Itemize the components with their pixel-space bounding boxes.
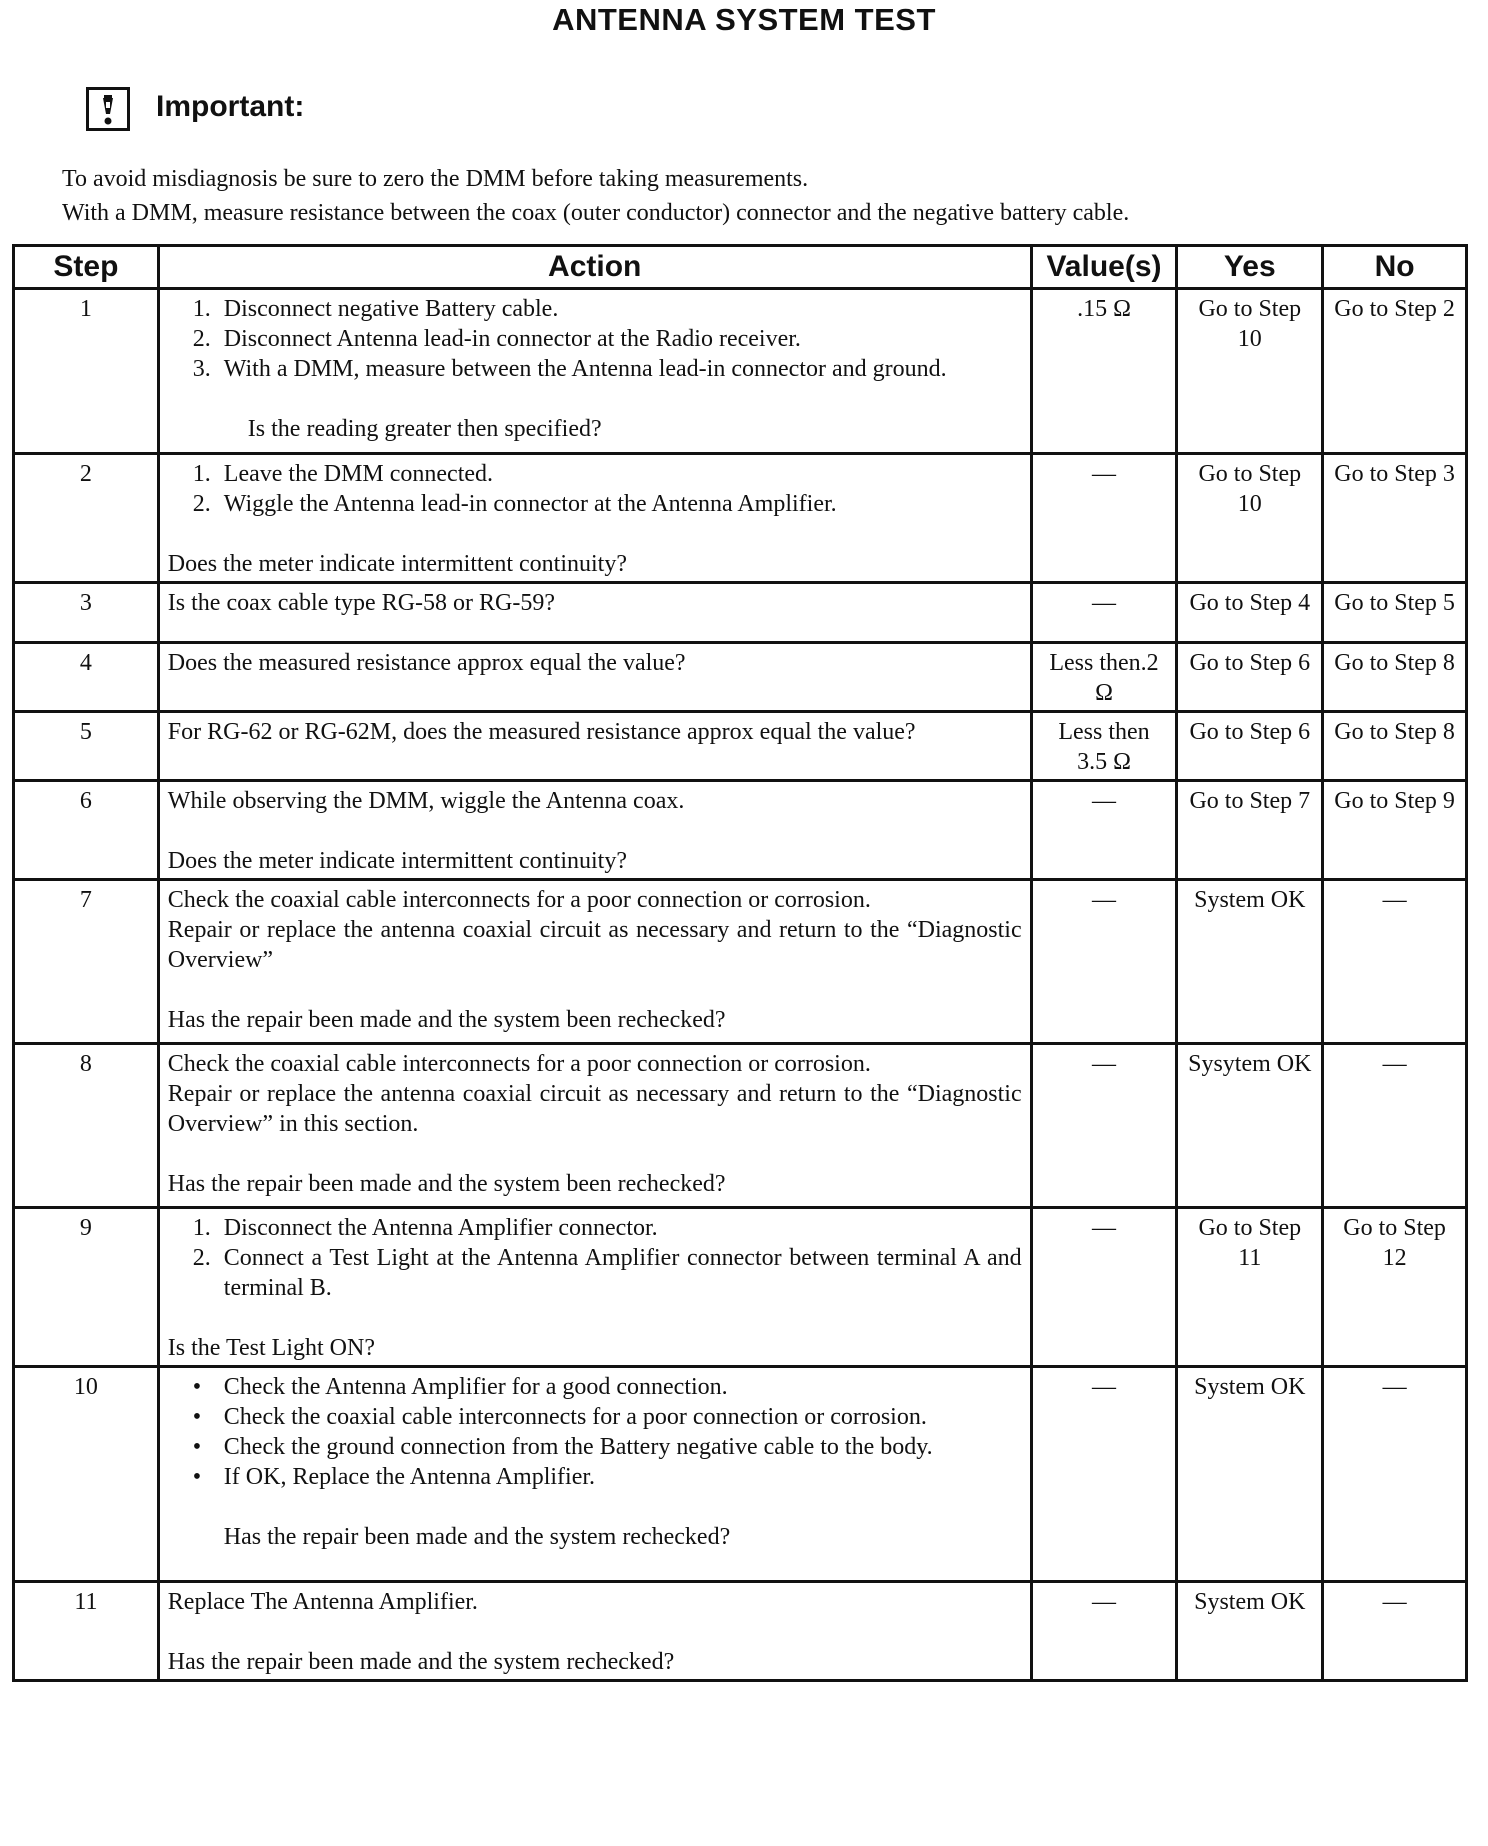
spacer bbox=[168, 1617, 1022, 1647]
step-number: 6 bbox=[14, 781, 159, 880]
action-list bbox=[193, 1213, 1022, 1303]
table-row bbox=[14, 1367, 1467, 1582]
no-result: — bbox=[1323, 1582, 1467, 1681]
list-item-text: Wiggle the Antenna lead-in connector at the Antenna Amplifier. bbox=[223, 491, 837, 517]
yes-result: Go to Step 6 bbox=[1177, 643, 1323, 712]
action-cell bbox=[158, 880, 1031, 1044]
header-values: Value(s) bbox=[1031, 246, 1177, 289]
step-number: 4 bbox=[14, 643, 159, 712]
table-row bbox=[14, 643, 1467, 712]
spacer bbox=[168, 384, 1022, 414]
action-cell bbox=[158, 1208, 1031, 1367]
list-marker: • bbox=[192, 1464, 202, 1490]
step-number: 10 bbox=[14, 1367, 159, 1582]
no-result: Go to Step 8 bbox=[1323, 712, 1467, 781]
list-item-text: With a DMM, measure between the Antenna lead-in connector and ground. bbox=[223, 356, 947, 382]
spacer bbox=[168, 816, 1022, 846]
action-question: Has the repair been made and the system rechecked? bbox=[167, 1649, 675, 1675]
table-row bbox=[14, 583, 1467, 643]
table-row bbox=[14, 1044, 1467, 1208]
yes-result: System OK bbox=[1177, 1367, 1323, 1582]
table-row bbox=[14, 454, 1467, 583]
table-row bbox=[14, 781, 1467, 880]
action-text: For RG-62 or RG-62M, does the measured resistance approx equal the value? bbox=[167, 719, 916, 745]
action-text: Replace The Antenna Amplifier. bbox=[167, 1589, 478, 1615]
action-text: While observing the DMM, wiggle the Antenna coax. bbox=[167, 788, 685, 814]
action-text: Repair or replace the antenna coaxial circuit as necessary and return to the “Diagnostic Overview” bbox=[167, 917, 1022, 973]
value-cell: Less then.2 Ω bbox=[1031, 643, 1177, 712]
action-list-item bbox=[193, 459, 1022, 489]
value-cell: — bbox=[1031, 1582, 1177, 1681]
intro-line: To avoid misdiagnosis be sure to zero the DMM before taking measurements. bbox=[62, 166, 809, 192]
list-marker: 1. bbox=[192, 461, 211, 487]
step-number: 1 bbox=[14, 289, 159, 454]
no-result: Go to Step 2 bbox=[1323, 289, 1467, 454]
yes-result: System OK bbox=[1177, 1582, 1323, 1681]
list-item-text: Disconnect Antenna lead-in connector at the Radio receiver. bbox=[223, 326, 801, 352]
action-list-item bbox=[193, 489, 1022, 519]
yes-result: Go to Step 4 bbox=[1177, 583, 1323, 643]
action-text: Check the coaxial cable interconnects for a poor connection or corrosion. bbox=[167, 887, 871, 913]
action-list-item bbox=[193, 1213, 1022, 1243]
action-question: Is the reading greater then specified? bbox=[247, 416, 602, 442]
yes-result: Go to Step 10 bbox=[1177, 454, 1323, 583]
table-row bbox=[14, 1208, 1467, 1367]
spacer bbox=[168, 1139, 1022, 1169]
procedure-table bbox=[12, 244, 1468, 1682]
action-list-item bbox=[193, 1372, 1022, 1402]
step-number: 11 bbox=[14, 1582, 159, 1681]
step-number: 2 bbox=[14, 454, 159, 583]
action-question: Has the repair been made and the system been rechecked? bbox=[167, 1171, 726, 1197]
yes-result: Go to Step 7 bbox=[1177, 781, 1323, 880]
value-cell: — bbox=[1031, 880, 1177, 1044]
value-cell: .15 Ω bbox=[1031, 289, 1177, 454]
yes-result: Go to Step 11 bbox=[1177, 1208, 1323, 1367]
action-list bbox=[193, 1372, 1022, 1492]
step-number: 3 bbox=[14, 583, 159, 643]
list-marker: 1. bbox=[192, 296, 211, 322]
yes-result: Go to Step 6 bbox=[1177, 712, 1323, 781]
list-item-text: Check the Antenna Amplifier for a good connection. bbox=[223, 1374, 728, 1400]
list-marker: • bbox=[192, 1404, 202, 1430]
value-cell: — bbox=[1031, 454, 1177, 583]
list-item-text: Connect a Test Light at the Antenna Amplifier connector between terminal A and terminal B. bbox=[223, 1245, 1022, 1301]
action-cell bbox=[158, 289, 1031, 454]
action-list-item bbox=[193, 1243, 1022, 1303]
action-cell bbox=[158, 583, 1031, 643]
header-step: Step bbox=[14, 246, 159, 289]
yes-result: Go to Step 10 bbox=[1177, 289, 1323, 454]
action-cell bbox=[158, 1044, 1031, 1208]
action-cell bbox=[158, 454, 1031, 583]
list-marker: 1. bbox=[192, 1215, 211, 1241]
no-result: — bbox=[1323, 1367, 1467, 1582]
list-marker: • bbox=[192, 1374, 202, 1400]
list-item-text: If OK, Replace the Antenna Amplifier. bbox=[223, 1464, 596, 1490]
list-marker: 2. bbox=[192, 1245, 211, 1271]
action-list-item bbox=[193, 1432, 1022, 1462]
action-list bbox=[193, 294, 1022, 384]
value-cell: — bbox=[1031, 781, 1177, 880]
yes-result: Sysytem OK bbox=[1177, 1044, 1323, 1208]
spacer bbox=[168, 1492, 1022, 1522]
step-number: 5 bbox=[14, 712, 159, 781]
action-list-item bbox=[193, 294, 1022, 324]
action-question: Is the Test Light ON? bbox=[167, 1335, 375, 1361]
list-item-text: Check the coaxial cable interconnects for a poor connection or corrosion. bbox=[223, 1404, 927, 1430]
action-list-item bbox=[193, 354, 1022, 384]
no-result: Go to Step 9 bbox=[1323, 781, 1467, 880]
list-item-text: Disconnect the Antenna Amplifier connector. bbox=[223, 1215, 658, 1241]
spacer bbox=[168, 975, 1022, 1005]
value-cell: — bbox=[1031, 1208, 1177, 1367]
action-list-item bbox=[193, 1462, 1022, 1492]
header-yes: Yes bbox=[1177, 246, 1323, 289]
list-marker: 2. bbox=[192, 326, 211, 352]
intro-line: With a DMM, measure resistance between the coax (outer conductor) connector and the negative battery cable. bbox=[62, 200, 1130, 226]
list-item-text: Check the ground connection from the Battery negative cable to the body. bbox=[223, 1434, 933, 1460]
value-cell: — bbox=[1031, 583, 1177, 643]
no-result: Go to Step 8 bbox=[1323, 643, 1467, 712]
page-title: ANTENNA SYSTEM TEST bbox=[552, 2, 936, 37]
action-cell bbox=[158, 781, 1031, 880]
list-item-text: Disconnect negative Battery cable. bbox=[223, 296, 559, 322]
exclamation-box-icon bbox=[86, 87, 130, 131]
table-row bbox=[14, 289, 1467, 454]
list-marker: 3. bbox=[192, 356, 211, 382]
action-text: Is the coax cable type RG-58 or RG-59? bbox=[167, 590, 556, 616]
action-cell bbox=[158, 643, 1031, 712]
no-result: Go to Step 12 bbox=[1323, 1208, 1467, 1367]
action-cell bbox=[158, 1582, 1031, 1681]
action-question: Has the repair been made and the system been rechecked? bbox=[167, 1007, 726, 1033]
action-list bbox=[193, 459, 1022, 519]
important-label: Important: bbox=[156, 90, 305, 123]
value-cell: — bbox=[1031, 1367, 1177, 1582]
action-cell bbox=[158, 1367, 1031, 1582]
action-list-item bbox=[193, 324, 1022, 354]
list-marker: • bbox=[192, 1434, 202, 1460]
action-question: Does the meter indicate intermittent continuity? bbox=[167, 551, 627, 577]
action-question: Has the repair been made and the system rechecked? bbox=[223, 1524, 731, 1550]
table-row bbox=[14, 712, 1467, 781]
spacer bbox=[168, 1303, 1022, 1333]
action-list-item bbox=[193, 1402, 1022, 1432]
step-number: 8 bbox=[14, 1044, 159, 1208]
value-cell: — bbox=[1031, 1044, 1177, 1208]
action-text: Does the measured resistance approx equal the value? bbox=[167, 650, 686, 676]
no-result: — bbox=[1323, 1044, 1467, 1208]
table-header-row bbox=[14, 246, 1467, 289]
no-result: — bbox=[1323, 880, 1467, 1044]
value-cell: Less then 3.5 Ω bbox=[1031, 712, 1177, 781]
table-row bbox=[14, 1582, 1467, 1681]
step-number: 9 bbox=[14, 1208, 159, 1367]
spacer bbox=[168, 519, 1022, 549]
yes-result: System OK bbox=[1177, 880, 1323, 1044]
no-result: Go to Step 5 bbox=[1323, 583, 1467, 643]
action-text: Repair or replace the antenna coaxial circuit as necessary and return to the “Diagnostic Overview” in this section. bbox=[167, 1081, 1022, 1137]
list-item-text: Leave the DMM connected. bbox=[223, 461, 494, 487]
no-result: Go to Step 3 bbox=[1323, 454, 1467, 583]
header-action: Action bbox=[158, 246, 1031, 289]
action-text: Check the coaxial cable interconnects for a poor connection or corrosion. bbox=[167, 1051, 871, 1077]
header-no: No bbox=[1323, 246, 1467, 289]
action-cell bbox=[158, 712, 1031, 781]
step-number: 7 bbox=[14, 880, 159, 1044]
list-marker: 2. bbox=[192, 491, 211, 517]
table-row bbox=[14, 880, 1467, 1044]
action-question: Does the meter indicate intermittent continuity? bbox=[167, 848, 627, 874]
